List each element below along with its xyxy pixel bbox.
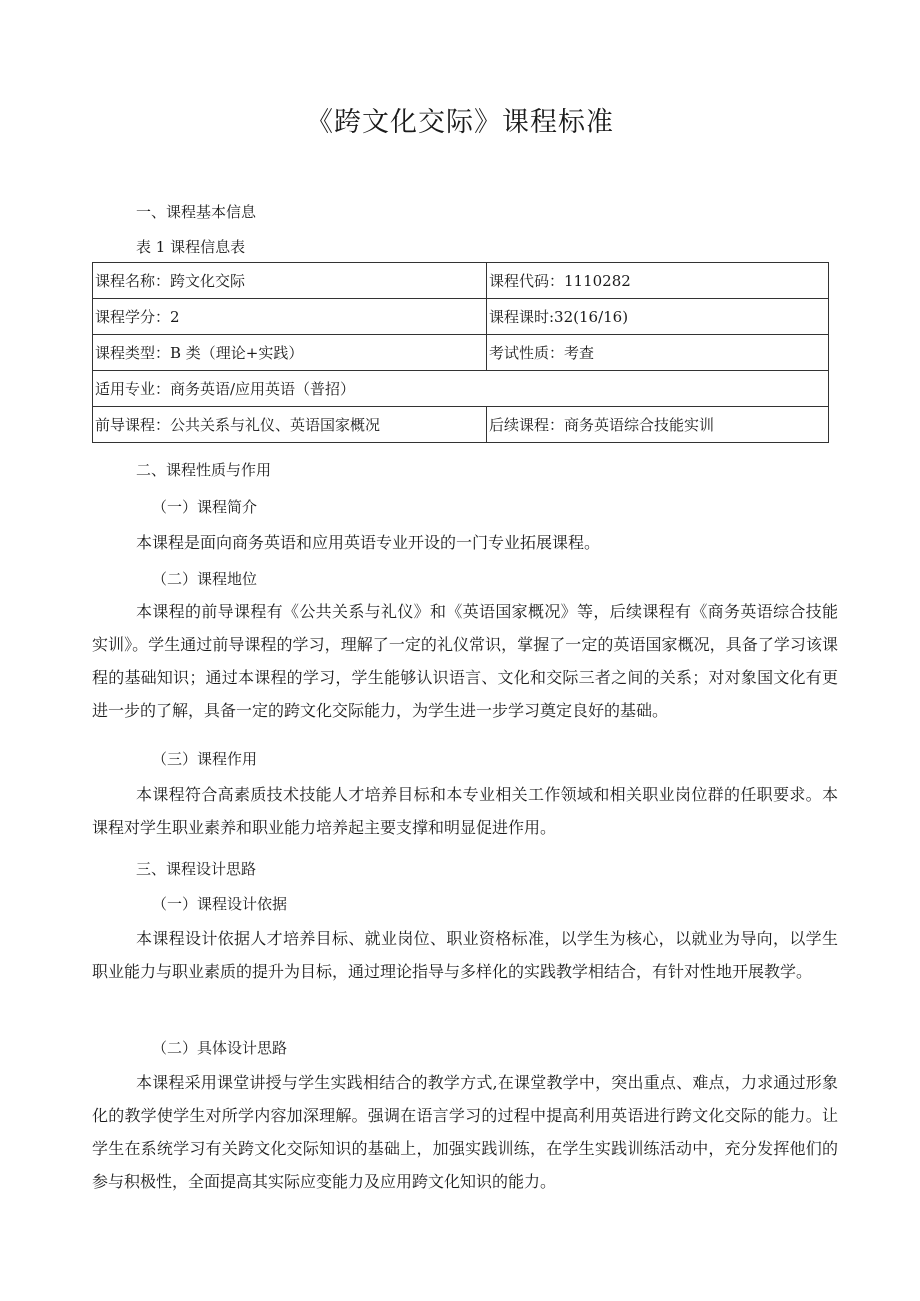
table-cell: 课程课时:32(16/16) <box>487 299 829 335</box>
subheading-position: （二）课程地位 <box>152 570 258 588</box>
paragraph-design-basis: 本课程设计依据人才培养目标、就业岗位、职业资格标准，以学生为核心，以就业为导向，以学生职业能力与职业素质的提升为目标，通过理论指导与多样化的实践教学相结合，有针对性地开展教学。 <box>92 929 838 981</box>
section-heading-basic-info: 一、课程基本信息 <box>136 203 257 221</box>
table-cell: 适用专业：商务英语/应用英语（普招） <box>93 371 829 407</box>
subheading-intro: （一）课程简介 <box>152 498 258 516</box>
course-info-table <box>92 262 829 443</box>
subheading-design-basis: （一）课程设计依据 <box>152 895 288 913</box>
table-cell: 课程学分：2 <box>93 299 487 335</box>
table-cell: 课程名称：跨文化交际 <box>93 263 487 299</box>
paragraph-intro: 本课程是面向商务英语和应用英语专业开设的一门专业拓展课程。 <box>136 533 601 552</box>
table-row <box>93 407 829 443</box>
table-cell: 前导课程：公共关系与礼仪、英语国家概况 <box>93 407 487 443</box>
paragraph-function: 本课程符合高素质技术技能人才培养目标和本专业相关工作领域和相关职业岗位群的任职要求。本课程对学生职业素养和职业能力培养起主要支撑和明显促进作用。 <box>92 785 838 837</box>
table-row <box>93 335 829 371</box>
paragraph-design-ideas: 本课程采用课堂讲授与学生实践相结合的教学方式,在课堂教学中，突出重点、难点，力求通过形象化的教学使学生对所学内容加深理解。强调在语言学习的过程中提高利用英语进行跨文化交际的能力。让学生在系统学习有关跨文化交际知识的基础上，加强实践训练，在学生实践训练活动中，充分发挥他们的参与积极性，全面提高其实际应变能力及应用跨文化知识的能力。 <box>92 1073 838 1191</box>
table-cell: 后续课程：商务英语综合技能实训 <box>487 407 829 443</box>
table-row <box>93 263 829 299</box>
table-cell: 考试性质：考查 <box>487 335 829 371</box>
table-cell: 课程类型：B 类（理论+实践） <box>93 335 487 371</box>
paragraph-position: 本课程的前导课程有《公共关系与礼仪》和《英语国家概况》等，后续课程有《商务英语综合技能实训》。学生通过前导课程的学习，理解了一定的礼仪常识，掌握了一定的英语国家概况，具备了学习该课程的基础知识；通过本课程的学习，学生能够认识语言、文化和交际三者之间的关系；对对象国文化有更进一步的了解，具备一定的跨文化交际能力，为学生进一步学习奠定良好的基础。 <box>92 602 838 720</box>
table-row <box>93 371 829 407</box>
subheading-design-ideas: （二）具体设计思路 <box>152 1039 288 1057</box>
subheading-function: （三）课程作用 <box>152 750 258 768</box>
table-cell: 课程代码：1110282 <box>487 263 829 299</box>
section-heading-nature: 二、课程性质与作用 <box>136 461 272 479</box>
table-row <box>93 299 829 335</box>
page-title: 《跨文化交际》课程标准 <box>306 107 614 138</box>
section-heading-design: 三、课程设计思路 <box>136 860 257 878</box>
table-caption: 表 1 课程信息表 <box>136 238 246 256</box>
